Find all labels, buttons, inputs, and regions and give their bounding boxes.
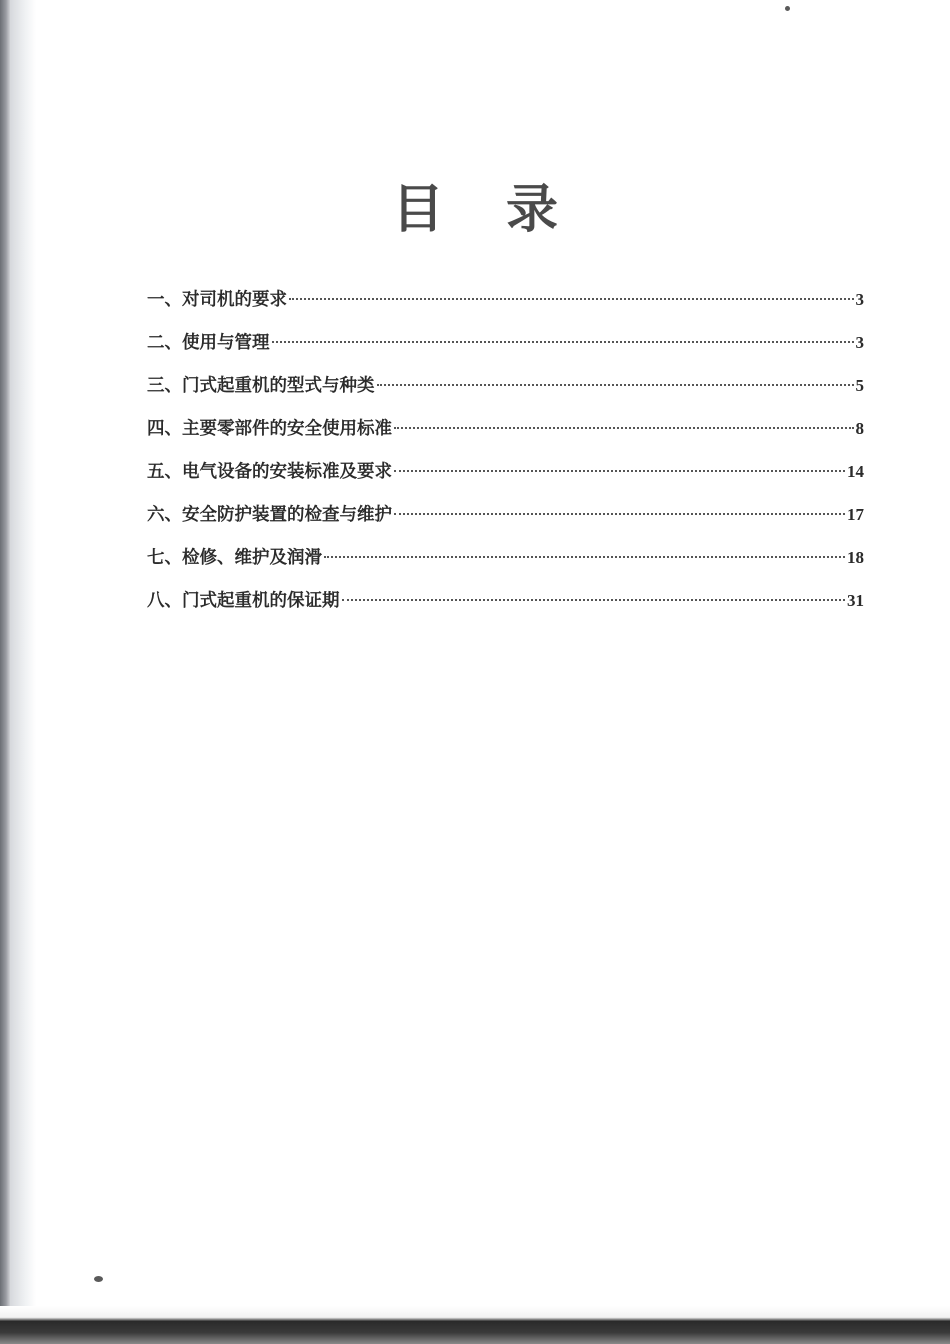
toc-leader-dots xyxy=(394,513,845,515)
toc-entry-label: 四、主要零部件的安全使用标准 xyxy=(147,419,392,439)
toc-entry[interactable] xyxy=(147,587,864,630)
toc-entry[interactable] xyxy=(147,544,864,587)
toc-page-number: 18 xyxy=(847,548,864,567)
toc-entry[interactable] xyxy=(147,286,864,329)
toc-page-number: 5 xyxy=(855,376,864,395)
toc-entry[interactable] xyxy=(147,458,864,501)
toc-entry[interactable] xyxy=(147,501,864,544)
toc-leader-dots xyxy=(324,556,845,558)
toc-leader-dots xyxy=(394,470,845,472)
toc-page-number: 17 xyxy=(847,505,864,524)
toc-entry-label: 七、检修、维护及润滑 xyxy=(147,548,322,568)
scan-border-bottom xyxy=(0,1306,950,1344)
toc-page-number: 14 xyxy=(847,462,864,481)
scan-speck xyxy=(94,1276,103,1282)
toc-page-number: 31 xyxy=(847,591,864,610)
toc-entry-label: 一、对司机的要求 xyxy=(147,290,287,310)
toc-entry-label: 五、电气设备的安装标准及要求 xyxy=(147,462,392,482)
toc-leader-dots xyxy=(289,298,854,300)
toc-entry[interactable] xyxy=(147,372,864,415)
toc-entry-label: 三、门式起重机的型式与种类 xyxy=(147,376,375,396)
toc-page-number: 8 xyxy=(855,419,864,438)
toc-leader-dots xyxy=(272,341,854,343)
toc-entry-label: 二、使用与管理 xyxy=(147,333,270,353)
toc-leader-dots xyxy=(394,427,854,429)
toc-leader-dots xyxy=(342,599,846,601)
scan-speck xyxy=(785,6,790,11)
toc-entry[interactable] xyxy=(147,415,864,458)
toc-entry-label: 八、门式起重机的保证期 xyxy=(147,591,340,611)
toc-page-number: 3 xyxy=(855,333,864,352)
table-of-contents xyxy=(147,286,864,630)
toc-leader-dots xyxy=(377,384,854,386)
toc-page-number: 3 xyxy=(855,290,864,309)
page-title: 目 录 xyxy=(391,179,581,240)
toc-entry[interactable] xyxy=(147,329,864,372)
toc-entry-label: 六、安全防护装置的检查与维护 xyxy=(147,505,392,525)
